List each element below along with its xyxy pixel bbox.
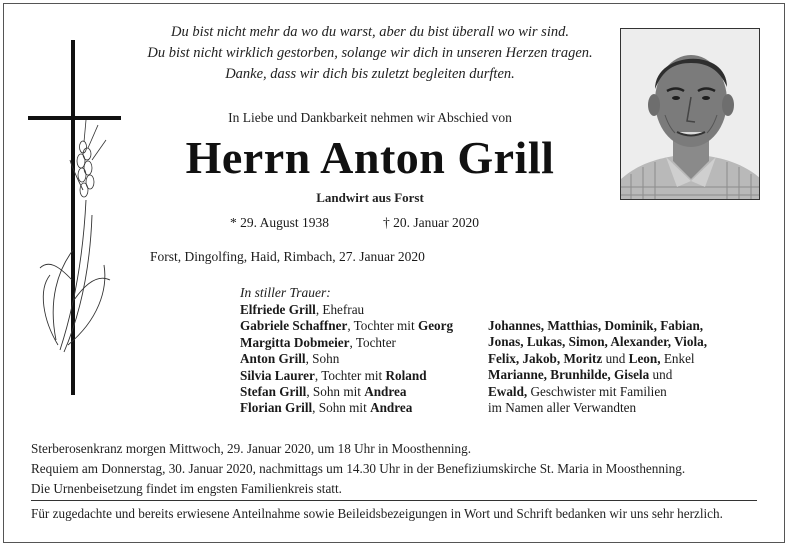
poem-line: Du bist nicht mehr da wo du warst, aber du bist überall wo wir sind. [171, 24, 569, 40]
mourners-heading: In stiller Trauer: [240, 285, 331, 300]
farewell-line: In Liebe und Dankbarkeit nehmen wir Abschied von [228, 110, 512, 125]
mourners-right [488, 318, 707, 416]
mourner-row: Margitta Dobmeier, Tochter [240, 334, 396, 350]
cross-with-wheat-icon [28, 40, 128, 395]
portrait-photo [620, 28, 760, 200]
mourner-row: Ewald, Geschwister mit Familien [488, 383, 667, 399]
mourner-row: Anton Grill, Sohn [240, 351, 340, 367]
poem-line: Du bist nicht wirklich gestorben, solange wir dich in unseren Herzen tragen. [147, 45, 593, 61]
mourner-row: Felix, Jakob, Moritz und Leon, Enkel [488, 350, 695, 366]
mourner-row: Johannes, Matthias, Dominik, Fabian, [488, 318, 704, 333]
rosary-notice: Sterberosenkranz morgen Mittwoch, 29. Januar 2020, um 18 Uhr in Moosthenning. [31, 441, 472, 456]
mourners-left [240, 302, 453, 417]
birth-date: * 29. August 1938 [230, 215, 330, 230]
deceased-name: Herrn Anton Grill [185, 132, 555, 183]
mourner-row: Silvia Laurer, Tochter mit Roland [240, 367, 427, 383]
mourner-row: Jonas, Lukas, Simon, Alexander, Viola, [488, 334, 707, 350]
mourner-row: Elfriede Grill, Ehefrau [240, 302, 365, 317]
mourner-row: Marianne, Brunhilde, Gisela und [488, 367, 673, 383]
place-and-date: Forst, Dingolfing, Haid, Rimbach, 27. Januar 2020 [150, 249, 425, 264]
requiem-notice: Requiem am Donnerstag, 30. Januar 2020, nachmittags um 14.30 Uhr in der Benefiziumskirche St. Maria in Moosthenning. [31, 461, 686, 476]
mourner-row: Florian Grill, Sohn mit Andrea [240, 400, 413, 416]
thanks-note: Für zugedachte und bereits erwiesene Anteilnahme sowie Beileidsbezeigungen in Wort und Schrift bedanken wir uns sehr herzlich. [31, 506, 723, 521]
death-date: † 20. Januar 2020 [383, 215, 479, 230]
mourner-row: Gabriele Schaffner, Tochter mit Georg [240, 318, 454, 334]
mourner-row: im Namen aller Verwandten [488, 400, 637, 416]
burial-notice: Die Urnenbeisetzung findet im engsten Familienkreis statt. [31, 481, 342, 496]
poem [120, 22, 620, 85]
divider [31, 500, 757, 501]
occupation: Landwirt aus Forst [316, 190, 424, 205]
mourner-row: Stefan Grill, Sohn mit Andrea [240, 384, 407, 400]
poem-line: Danke, dass wir dich bis zuletzt begleiten durften. [225, 66, 515, 82]
